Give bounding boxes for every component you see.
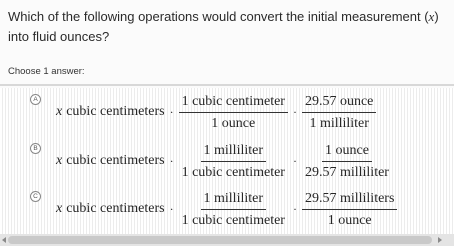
option-a-radio[interactable]: A [30, 94, 41, 105]
numerator: 1 milliliter [201, 190, 267, 210]
option-c-expression [56, 185, 397, 233]
denominator: 1 ounce [211, 115, 256, 131]
option-b-fraction-1 [179, 142, 288, 181]
question-text-before: Which of the following operations would convert the initial measurement ( [8, 9, 429, 24]
question-variable: x [428, 9, 435, 24]
numerator: 1 cubic centimeter [179, 93, 288, 113]
question-text-after: ) into fluid ounces? [8, 9, 439, 44]
denominator: 1 ounce [327, 212, 372, 228]
numerator: 29.57 ounce [302, 93, 376, 113]
option-c-fraction-2 [302, 190, 397, 229]
option-b[interactable] [0, 137, 454, 185]
option-b-fraction-2 [302, 142, 392, 181]
horizontal-scrollbar[interactable] [0, 234, 454, 246]
question-text [8, 7, 448, 47]
denominator: 29.57 milliliter [304, 164, 389, 180]
multiply-dot: · [169, 104, 174, 119]
answer-options [0, 88, 454, 234]
denominator: 1 cubic centimeter [181, 212, 285, 228]
numerator: 1 ounce [322, 142, 372, 162]
divider [0, 84, 454, 86]
multiply-dot: · [292, 153, 297, 168]
scrollbar-thumb[interactable] [8, 236, 432, 244]
variable-x: x [56, 201, 63, 216]
numerator: 1 milliliter [201, 142, 267, 162]
multiply-dot: · [169, 201, 174, 216]
option-a-lead: cubic centimeters [66, 104, 165, 119]
variable-x: x [56, 104, 63, 119]
multiply-dot: · [292, 104, 297, 119]
numerator: 29.57 milliliters [302, 190, 397, 210]
option-b-radio[interactable]: B [30, 143, 41, 154]
multiply-dot: · [169, 153, 174, 168]
option-a[interactable] [0, 88, 454, 136]
option-c-fraction-1 [179, 190, 288, 229]
scroll-left-icon[interactable] [2, 237, 6, 243]
option-a-fraction-1 [179, 93, 288, 132]
denominator: 1 milliliter [309, 115, 369, 131]
option-c[interactable] [0, 185, 454, 233]
option-c-radio[interactable]: C [30, 191, 41, 202]
option-a-fraction-2 [302, 93, 376, 132]
denominator: 1 cubic centimeter [181, 164, 285, 180]
scroll-right-icon[interactable] [438, 237, 442, 243]
multiply-dot: · [292, 201, 297, 216]
option-b-expression [56, 137, 392, 185]
answer-instruction: Choose 1 answer: [8, 66, 85, 77]
option-c-lead: cubic centimeters [66, 201, 165, 216]
option-b-lead: cubic centimeters [66, 153, 165, 168]
option-a-expression [56, 88, 376, 136]
variable-x: x [56, 153, 63, 168]
